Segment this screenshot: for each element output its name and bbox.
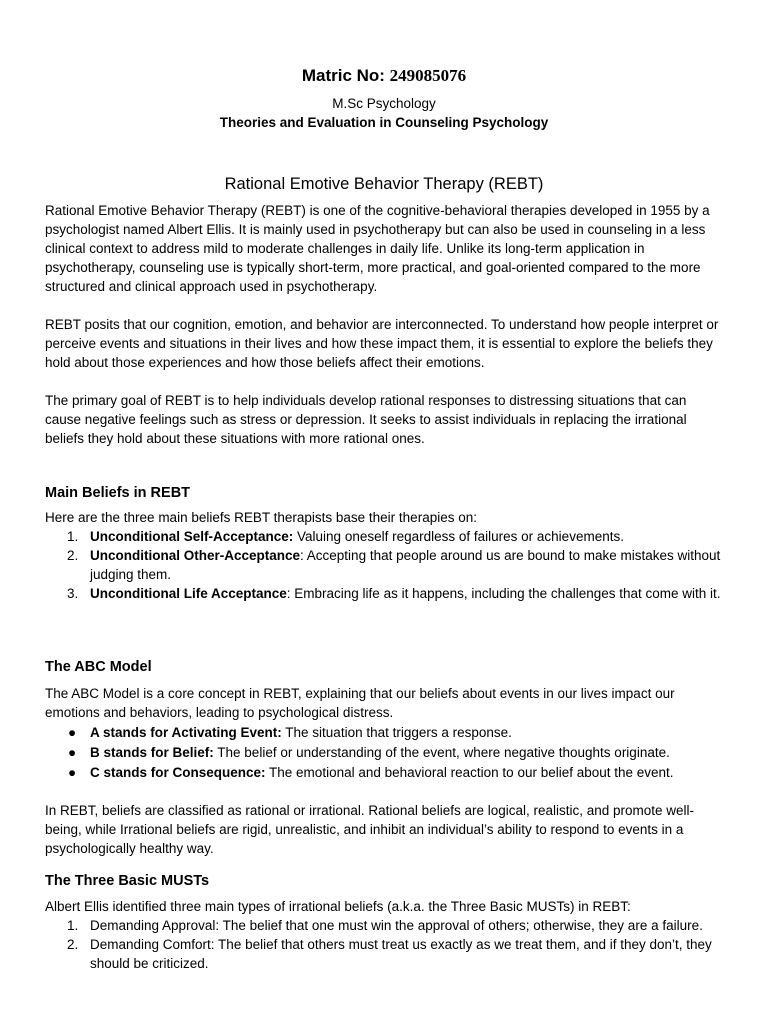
abc-description: The situation that triggers a response. [281,725,512,740]
beliefs-heading: Main Beliefs in REBT [45,485,191,501]
abc-heading: The ABC Model [45,659,152,675]
intro-paragraph-1: Rational Emotive Behavior Therapy (REBT) is one of the cognitive-behavioral therapies developed in 1955 by a psychologist named Albert Ellis. It is mainly used in psychotherapy but can also be used in counseling in a less clinical context to address mild to moderate challenges in daily life. Unlike its long-term application in psychotherapy, counseling use is typically short-term, more practical, and goal-oriented compared to the more structured and clinical approach used in psychotherapy. [45,203,710,294]
beliefs-list [45,527,725,603]
list-number: 2. [67,548,79,563]
list-number: 2. [67,937,79,952]
course-name: Theories and Evaluation in Counseling Psychology [219,115,549,130]
abc-term: C stands for Consequence: [90,765,266,780]
intro-paragraph-3: The primary goal of REBT is to help individuals develop rational responses to distressing situations that can cause negative feelings such as stress or depression. It seeks to assist individuals in replacing the irrational beliefs they hold about these situations with more rational ones. [45,393,687,446]
matric-number: 249085076 [389,66,467,85]
abc-list [45,723,725,782]
belief-description: Valuing oneself regardless of failures or achievements. [293,529,624,544]
abc-intro: The ABC Model is a core concept in REBT, explaining that our beliefs about events in our lives impact our emotions and behaviors, leading to psychological distress. [45,686,675,720]
intro-section [45,201,725,448]
abc-term: A stands for Activating Event: [90,725,282,740]
list-number: 1. [67,529,79,544]
bullet-icon: ● [68,725,77,740]
list-item [45,935,725,973]
abc-outro: In REBT, beliefs are classified as rational or irrational. Rational beliefs are logical, realistic, and promote well-being, while Irrational beliefs are rigid, unrealistic, and inhibit an individual’s ability to respond to events in a psychologically healthy way. [45,803,695,856]
list-item [45,723,725,742]
bullet-icon: ● [68,765,77,780]
document-title: Rational Emotive Behavior Therapy (REBT) [224,175,544,193]
belief-term: Unconditional Life Acceptance [90,586,287,601]
list-number: 1. [67,918,79,933]
beliefs-section [45,508,725,603]
must-description: Demanding Approval: The belief that one must win the approval of others; otherwise, they are a failure. [90,918,703,933]
belief-description: : Accepting that people around us are bound to make mistakes without judging them. [90,548,721,582]
abc-term: B stands for Belief: [90,745,214,760]
list-item [45,743,725,762]
belief-term: Unconditional Self-Acceptance: [90,529,294,544]
list-number: 3. [67,586,79,601]
program-name: M.Sc Psychology [332,96,436,111]
abc-description: The belief or understanding of the event, where negative thoughts originate. [213,745,670,760]
must-description: Demanding Comfort: The belief that others must treat us exactly as we treat them, and if they don’t, they should be criticized. [90,937,712,971]
list-item [45,527,725,546]
belief-description: : Embracing life as it happens, including the challenges that come with it. [286,586,721,601]
abc-description: The emotional and behavioral reaction to our belief about the event. [265,765,674,780]
musts-section [45,897,725,973]
bullet-icon: ● [68,745,77,760]
beliefs-intro: Here are the three main beliefs REBT therapists base their therapies on: [45,510,477,525]
intro-paragraph-2: REBT posits that our cognition, emotion, and behavior are interconnected. To understand how people interpret or perceive events and situations in their lives and how these impact them, it is essential to explore the beliefs they hold about those experiences and how those beliefs affect their emotions. [45,317,719,370]
musts-list [45,916,725,973]
abc-section [45,684,725,858]
matric-label: Matric No: [301,66,390,85]
musts-heading: The Three Basic MUSTs [45,873,210,889]
musts-intro: Albert Ellis identified three main types of irrational beliefs (a.k.a. the Three Basic MUSTs) in REBT: [45,899,631,914]
list-item [45,916,725,935]
matric-line [0,66,768,86]
belief-term: Unconditional Other-Acceptance [90,548,301,563]
list-item [45,546,725,584]
list-item [45,763,725,782]
list-item [45,584,725,603]
